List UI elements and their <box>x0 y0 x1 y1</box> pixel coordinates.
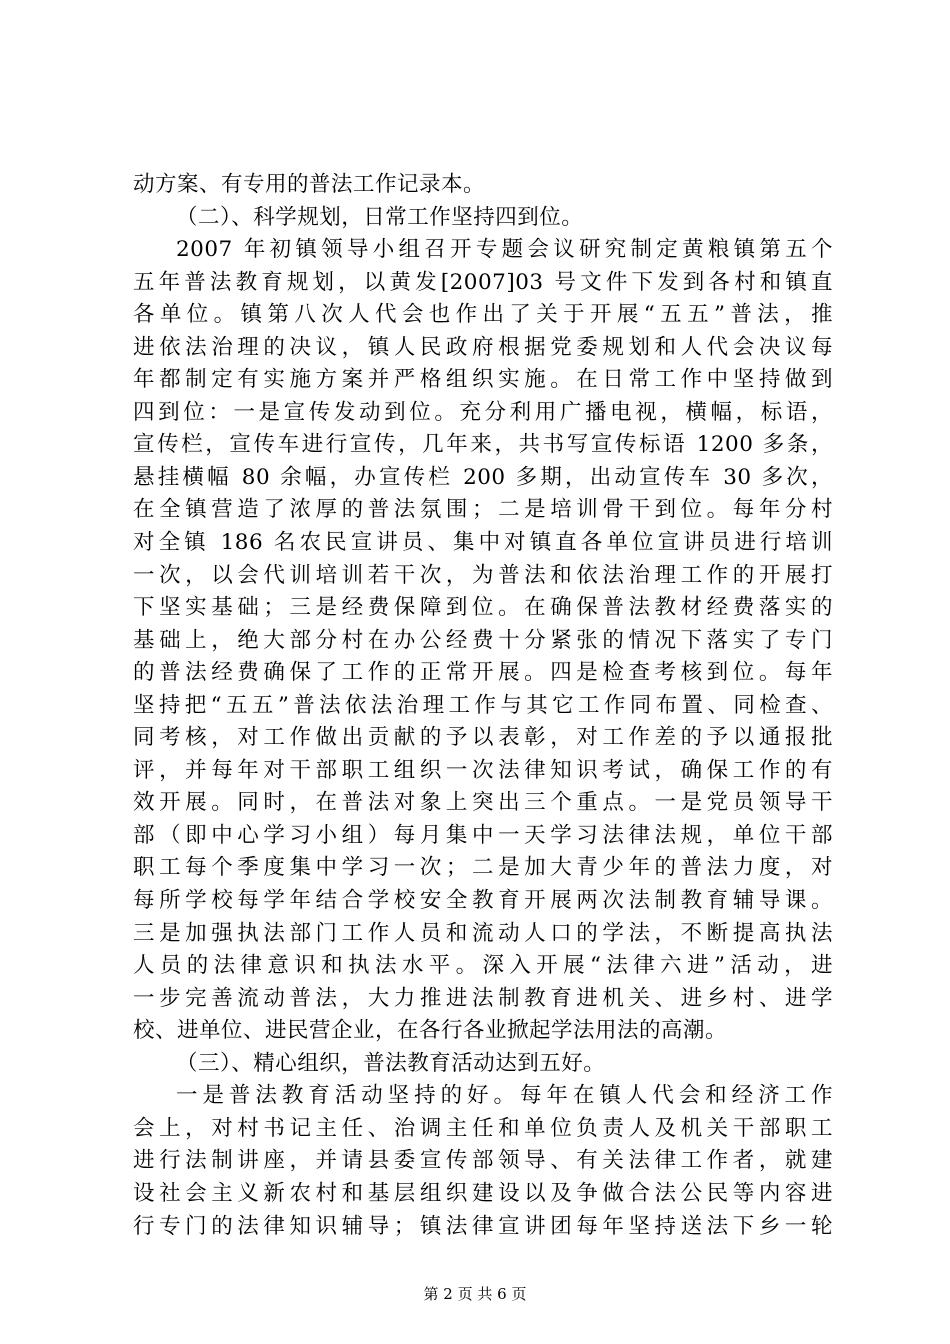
text-line: 进依法治理的决议，镇人民政府根据党委规划和人代会决议每 <box>133 334 833 360</box>
text-line: 一步完善流动普法，大力推进法制教育进机关、进乡村、进学 <box>133 985 833 1011</box>
text-line: 一是普法教育活动坚持的好。每年在镇人代会和经济工作 <box>176 1083 833 1109</box>
text-line: 基础上，绝大部分村在办公经费十分紧张的情况下落实了专门 <box>133 627 833 653</box>
text-line: 对全镇 186 名农民宣讲员、集中对镇直各单位宣讲员进行培训 <box>133 530 833 556</box>
text-line: 年都制定有实施方案并严格组织实施。在日常工作中坚持做到 <box>133 367 833 393</box>
section-heading-2: （二）、科学规划，日常工作坚持四到位。 <box>176 204 584 230</box>
text-line: 动方案、有专用的普法工作记录本。 <box>133 172 486 197</box>
text-line: 五年普法教育规划，以黄发[2007]03 号文件下发到各村和镇直 <box>133 269 833 295</box>
text-line: 校、进单位、进民营企业，在各行各业掀起学法用法的高潮。 <box>133 1018 728 1044</box>
text-line: 宣传栏，宣传车进行宣传，几年来，共书写宣传标语 1200 多条， <box>133 432 833 458</box>
text-line: 评，并每年对干部职工组织一次法律知识考试，确保工作的有 <box>133 757 833 783</box>
text-line: 人员的法律意识和执法水平。深入开展“法律六进”活动，进 <box>133 953 833 979</box>
section-heading-3: （三）、精心组织，普法教育活动达到五好。 <box>176 1050 606 1076</box>
text-line: 坚持把“五五”普法依法治理工作与其它工作同布置、同检查、 <box>133 692 833 718</box>
text-line: 每所学校每学年结合学校安全教育开展两次法制教育辅导课。 <box>133 888 833 914</box>
text-line: 会上，对村书记主任、治调主任和单位负责人及机关干部职工 <box>133 1115 833 1141</box>
text-line: 各单位。镇第八次人代会也作出了关于开展“五五”普法，推 <box>133 302 833 328</box>
text-line: 进行法制讲座，并请县委宣传部领导、有关法律工作者，就建 <box>133 1148 833 1174</box>
text-line: 在全镇营造了浓厚的普法氛围；二是培训骨干到位。每年分村 <box>133 497 833 523</box>
text-line: 部（即中心学习小组）每月集中一天学习法律法规，单位干部 <box>133 822 833 848</box>
text-line: 2007 年初镇领导小组召开专题会议研究制定黄粮镇第五个 <box>176 237 833 263</box>
body-text <box>133 169 833 1243</box>
text-line: 效开展。同时，在普法对象上突出三个重点。一是党员领导干 <box>133 790 833 816</box>
text-line: 悬挂横幅 80 余幅，办宣传栏 200 多期，出动宣传车 30 多次， <box>133 464 833 490</box>
text-line: 一次，以会代训培训若干次，为普法和依法治理工作的开展打 <box>133 562 833 588</box>
text-line: 行专门的法律知识辅导；镇法律宣讲团每年坚持送法下乡一轮 <box>133 1213 833 1239</box>
text-line: 的普法经费确保了工作的正常开展。四是检查考核到位。每年 <box>133 660 833 686</box>
text-line: 下坚实基础；三是经费保障到位。在确保普法教材经费落实的 <box>133 595 833 621</box>
text-line: 同考核，对工作做出贡献的予以表彰，对工作差的予以通报批 <box>133 725 833 751</box>
text-line: 设社会主义新农村和基层组织建设以及争做合法公民等内容进 <box>133 1180 833 1206</box>
text-line: 三是加强执法部门工作人员和流动人口的学法，不断提高执法 <box>133 920 833 946</box>
text-line: 四到位：一是宣传发动到位。充分利用广播电视，横幅，标语， <box>133 399 833 425</box>
text-line: 职工每个季度集中学习一次；二是加大青少年的普法力度，对 <box>133 855 833 881</box>
page-number-footer: 第 2 页 共 6 页 <box>423 1285 527 1303</box>
